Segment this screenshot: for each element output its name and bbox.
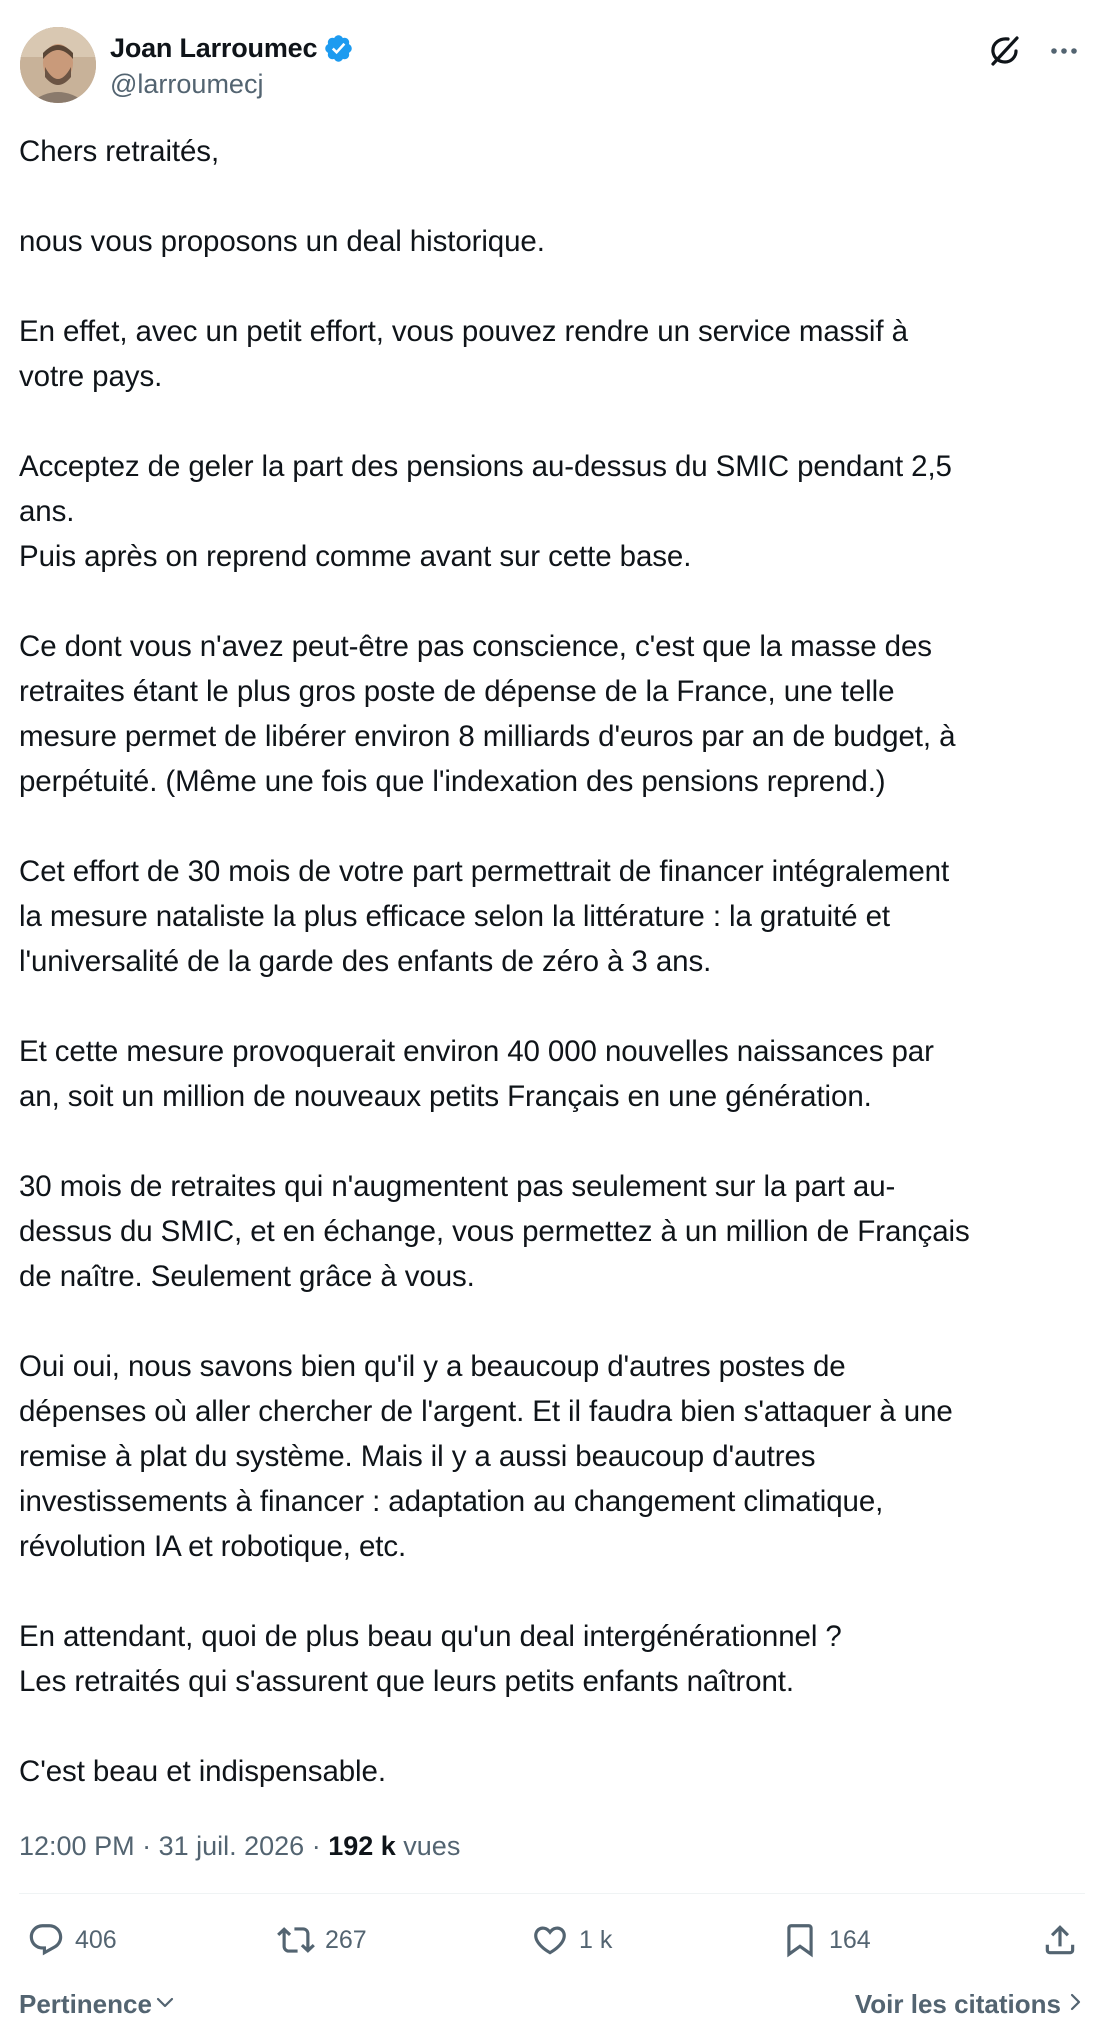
like-button[interactable]: [531, 1915, 612, 1965]
tweet-paragraph: [19, 624, 1089, 804]
chevron-right-icon: [1061, 1984, 1085, 2024]
tweet-line: Cet effort de 30 mois de votre part permettrait de financer intégralement: [19, 855, 950, 888]
tweet-line: investissements à financer : adaptation au changement climatique,: [19, 1485, 884, 1518]
share-icon: [1041, 1921, 1079, 1959]
meta-separator: ·: [134, 1831, 159, 1861]
tweet-date[interactable]: 31 juil. 2026: [158, 1831, 305, 1861]
tweet-time[interactable]: 12:00 PM: [19, 1831, 135, 1861]
reply-icon: [27, 1921, 65, 1959]
sort-label: Pertinence: [19, 1989, 152, 2019]
tweet-paragraph: [19, 1029, 1089, 1119]
chevron-down-icon: [152, 1984, 176, 2024]
tweet-paragraph: [19, 309, 1089, 399]
tweet-paragraph: [19, 1614, 1089, 1704]
tweet-text: [19, 129, 1089, 1794]
tweet-line: an, soit un million de nouveaux petits Français en une génération.: [19, 1080, 872, 1113]
repost-count: 267: [325, 1925, 367, 1954]
avatar[interactable]: [20, 27, 96, 103]
tweet-line: Les retraités qui s'assurent que leurs petits enfants naîtront.: [19, 1665, 794, 1698]
view-quotes-label: Voir les citations: [854, 1989, 1061, 2019]
like-count: 1 k: [579, 1925, 613, 1954]
bookmark-icon: [781, 1921, 819, 1959]
tweet-paragraph: [19, 1344, 1089, 1569]
tweet-line: ans.: [19, 495, 75, 528]
reply-button[interactable]: [27, 1915, 117, 1965]
divider: [19, 1893, 1085, 1894]
tweet-line: dépenses où aller chercher de l'argent. Et il faudra bien s'attaquer à une: [19, 1395, 953, 1428]
tweet-line: En attendant, quoi de plus beau qu'un deal intergénérationnel ?: [19, 1620, 842, 1653]
verified-badge-icon: [323, 33, 354, 64]
tweet-line: l'universalité de la garde des enfants de zéro à 3 ans.: [19, 945, 712, 978]
tweet-paragraph: [19, 1749, 1089, 1794]
tweet-line: mesure permet de libérer environ 8 milliards d'euros par an de budget, à: [19, 720, 956, 753]
views-label: vues: [395, 1831, 461, 1861]
tweet-line: la mesure nataliste la plus efficace selon la littérature : la gratuité et: [19, 900, 890, 933]
bookmark-count: 164: [829, 1925, 871, 1954]
tweet-meta: [19, 1826, 460, 1866]
tweet-line: révolution IA et robotique, etc.: [19, 1530, 407, 1563]
tweet-line: En effet, avec un petit effort, vous pouvez rendre un service massif à: [19, 315, 908, 348]
tweet-line: votre pays.: [19, 360, 163, 393]
grok-icon[interactable]: [986, 33, 1022, 69]
tweet-paragraph: [19, 129, 1089, 174]
tweet-header: [20, 27, 1084, 107]
view-quotes-link[interactable]: [855, 1984, 1085, 2024]
tweet-line: Oui oui, nous savons bien qu'il y a beaucoup d'autres postes de: [19, 1350, 846, 1383]
tweet-paragraph: [19, 444, 1089, 579]
tweet-line: nous vous proposons un deal historique.: [19, 225, 545, 258]
tweet-line: de naître. Seulement grâce à vous.: [19, 1260, 475, 1293]
tweet-line: Chers retraités,: [19, 135, 220, 168]
tweet-line: Et cette mesure provoquerait environ 40 000 nouvelles naissances par: [19, 1035, 934, 1068]
tweet-line: Ce dont vous n'avez peut-être pas conscience, c'est que la masse des: [19, 630, 932, 663]
heart-icon: [531, 1921, 569, 1959]
repost-button[interactable]: [277, 1915, 367, 1965]
author-handle[interactable]: @larroumecj: [110, 69, 264, 99]
tweet-line: remise à plat du système. Mais il y a aussi beaucoup d'autres: [19, 1440, 816, 1473]
bookmark-button[interactable]: [781, 1915, 871, 1965]
tweet-paragraph: [19, 849, 1089, 984]
tweet-line: 30 mois de retraites qui n'augmentent pas seulement sur la part au-: [19, 1170, 896, 1203]
tweet-paragraph: [19, 1164, 1089, 1299]
repost-icon: [277, 1921, 315, 1959]
tweet-line: perpétuité. (Même une fois que l'indexation des pensions reprend.): [19, 765, 886, 798]
reply-controls: [19, 1984, 1085, 2024]
reply-count: 406: [75, 1925, 117, 1954]
author-block: [110, 29, 354, 100]
action-bar: [19, 1915, 1085, 1965]
sort-dropdown[interactable]: [19, 1984, 176, 2024]
tweet-line: dessus du SMIC, et en échange, vous permettez à un million de Français: [19, 1215, 970, 1248]
more-options-icon[interactable]: [1046, 33, 1082, 69]
views-count[interactable]: 192 k: [328, 1831, 396, 1861]
share-button[interactable]: [1041, 1915, 1079, 1965]
tweet-line: C'est beau et indispensable.: [19, 1755, 386, 1788]
author-display-name[interactable]: Joan Larroumec: [110, 32, 318, 63]
tweet-line: Acceptez de geler la part des pensions au-dessus du SMIC pendant 2,5: [19, 450, 952, 483]
tweet-paragraph: [19, 219, 1089, 264]
tweet-line: retraites étant le plus gros poste de dépense de la France, une telle: [19, 675, 895, 708]
meta-separator: ·: [304, 1831, 329, 1861]
tweet-line: Puis après on reprend comme avant sur cette base.: [19, 540, 692, 573]
